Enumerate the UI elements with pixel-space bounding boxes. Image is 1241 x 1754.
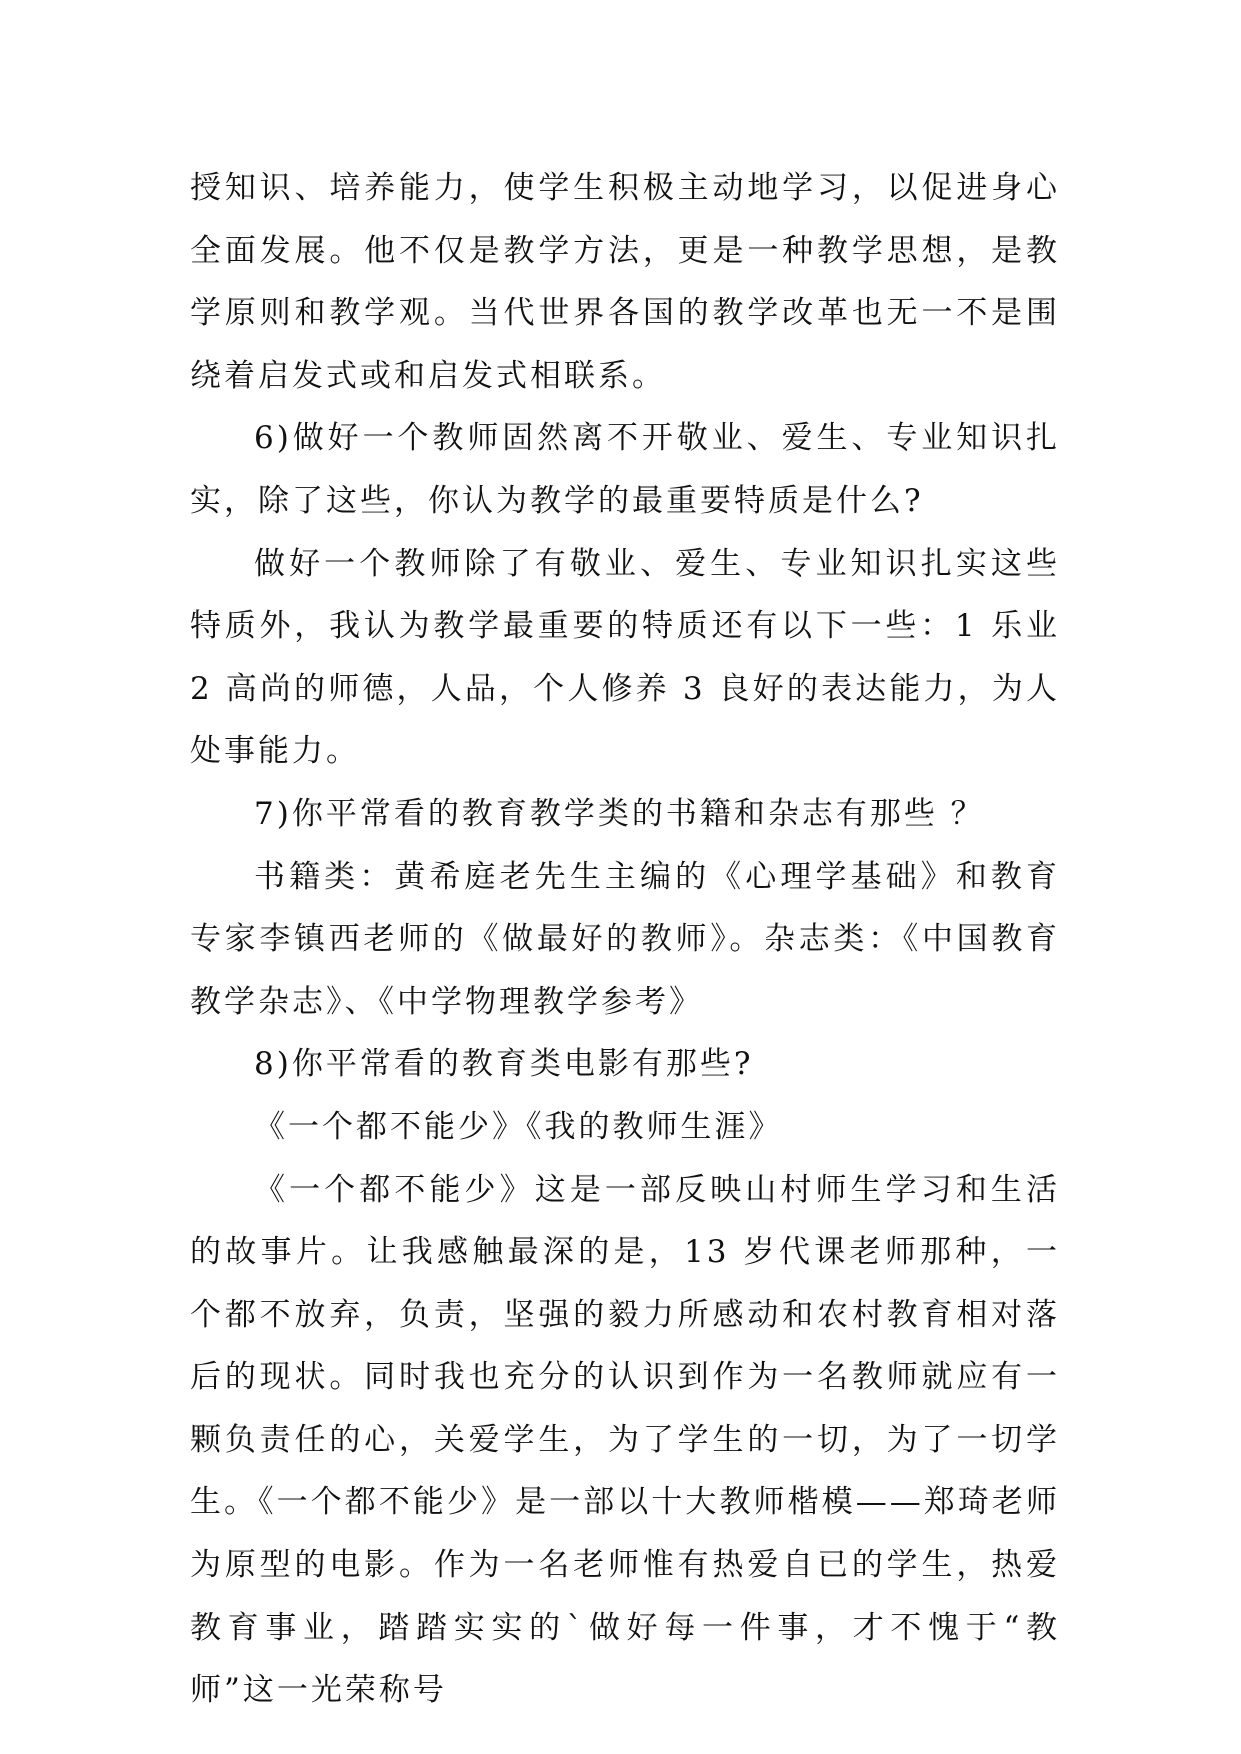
paragraph-continuation: 授知识、培养能力，使学生积极主动地学习，以促进身心全面发展。他不仅是教学方法，更是一种教学思想，是教学原则和教学观。当代世界各国的教学改革也无一不是围绕着启发式或和启发式相联系。 xyxy=(190,170,1060,394)
document-body xyxy=(190,157,1060,1722)
question-8: 8)你平常看的教育类电影有那些? xyxy=(254,1046,754,1083)
answer-8-description: 《一个都不能少》这是一部反映山村师生学习和生活的故事片。让我感触最深的是，13 岁代课老师那种，一个都不放弃，负责，坚强的毅力所感动和农村教育相对落后的现状。同时我也充分的认识到作为一名教师就应有一颗负责任的心，关爱学生，为了学生的一切，为了一切学生。《一个都不能少》是一部以十大教师楷模——郑琦老师为原型的电影。作为一名老师惟有热爱自已的学生，热爱教育事业，踏踏实实的`做好每一件事，才不愧于“教师”这一光荣称号 xyxy=(190,1171,1060,1709)
question-7: 7)你平常看的教育教学类的书籍和杂志有那些 ？ xyxy=(254,795,985,832)
answer-7: 书籍类：黄希庭老先生主编的《心理学基础》和教育专家李镇西老师的《做最好的教师》。杂志类：《中国教育教学杂志》、《中学物理教学参考》 xyxy=(190,858,1060,1020)
answer-8-titles: 《一个都不能少》《我的教师生涯》 xyxy=(254,1108,783,1145)
question-6: 6)做好一个教师固然离不开敬业、爱生、专业知识扎实，除了这些，你认为教学的最重要特质是什么? xyxy=(190,420,1060,519)
answer-6: 做好一个教师除了有敬业、爱生、专业知识扎实这些特质外，我认为教学最重要的特质还有以下一些：1 乐业 2 高尚的师德，人品，个人修养 3 良好的表达能力，为人处事能力。 xyxy=(190,545,1060,770)
